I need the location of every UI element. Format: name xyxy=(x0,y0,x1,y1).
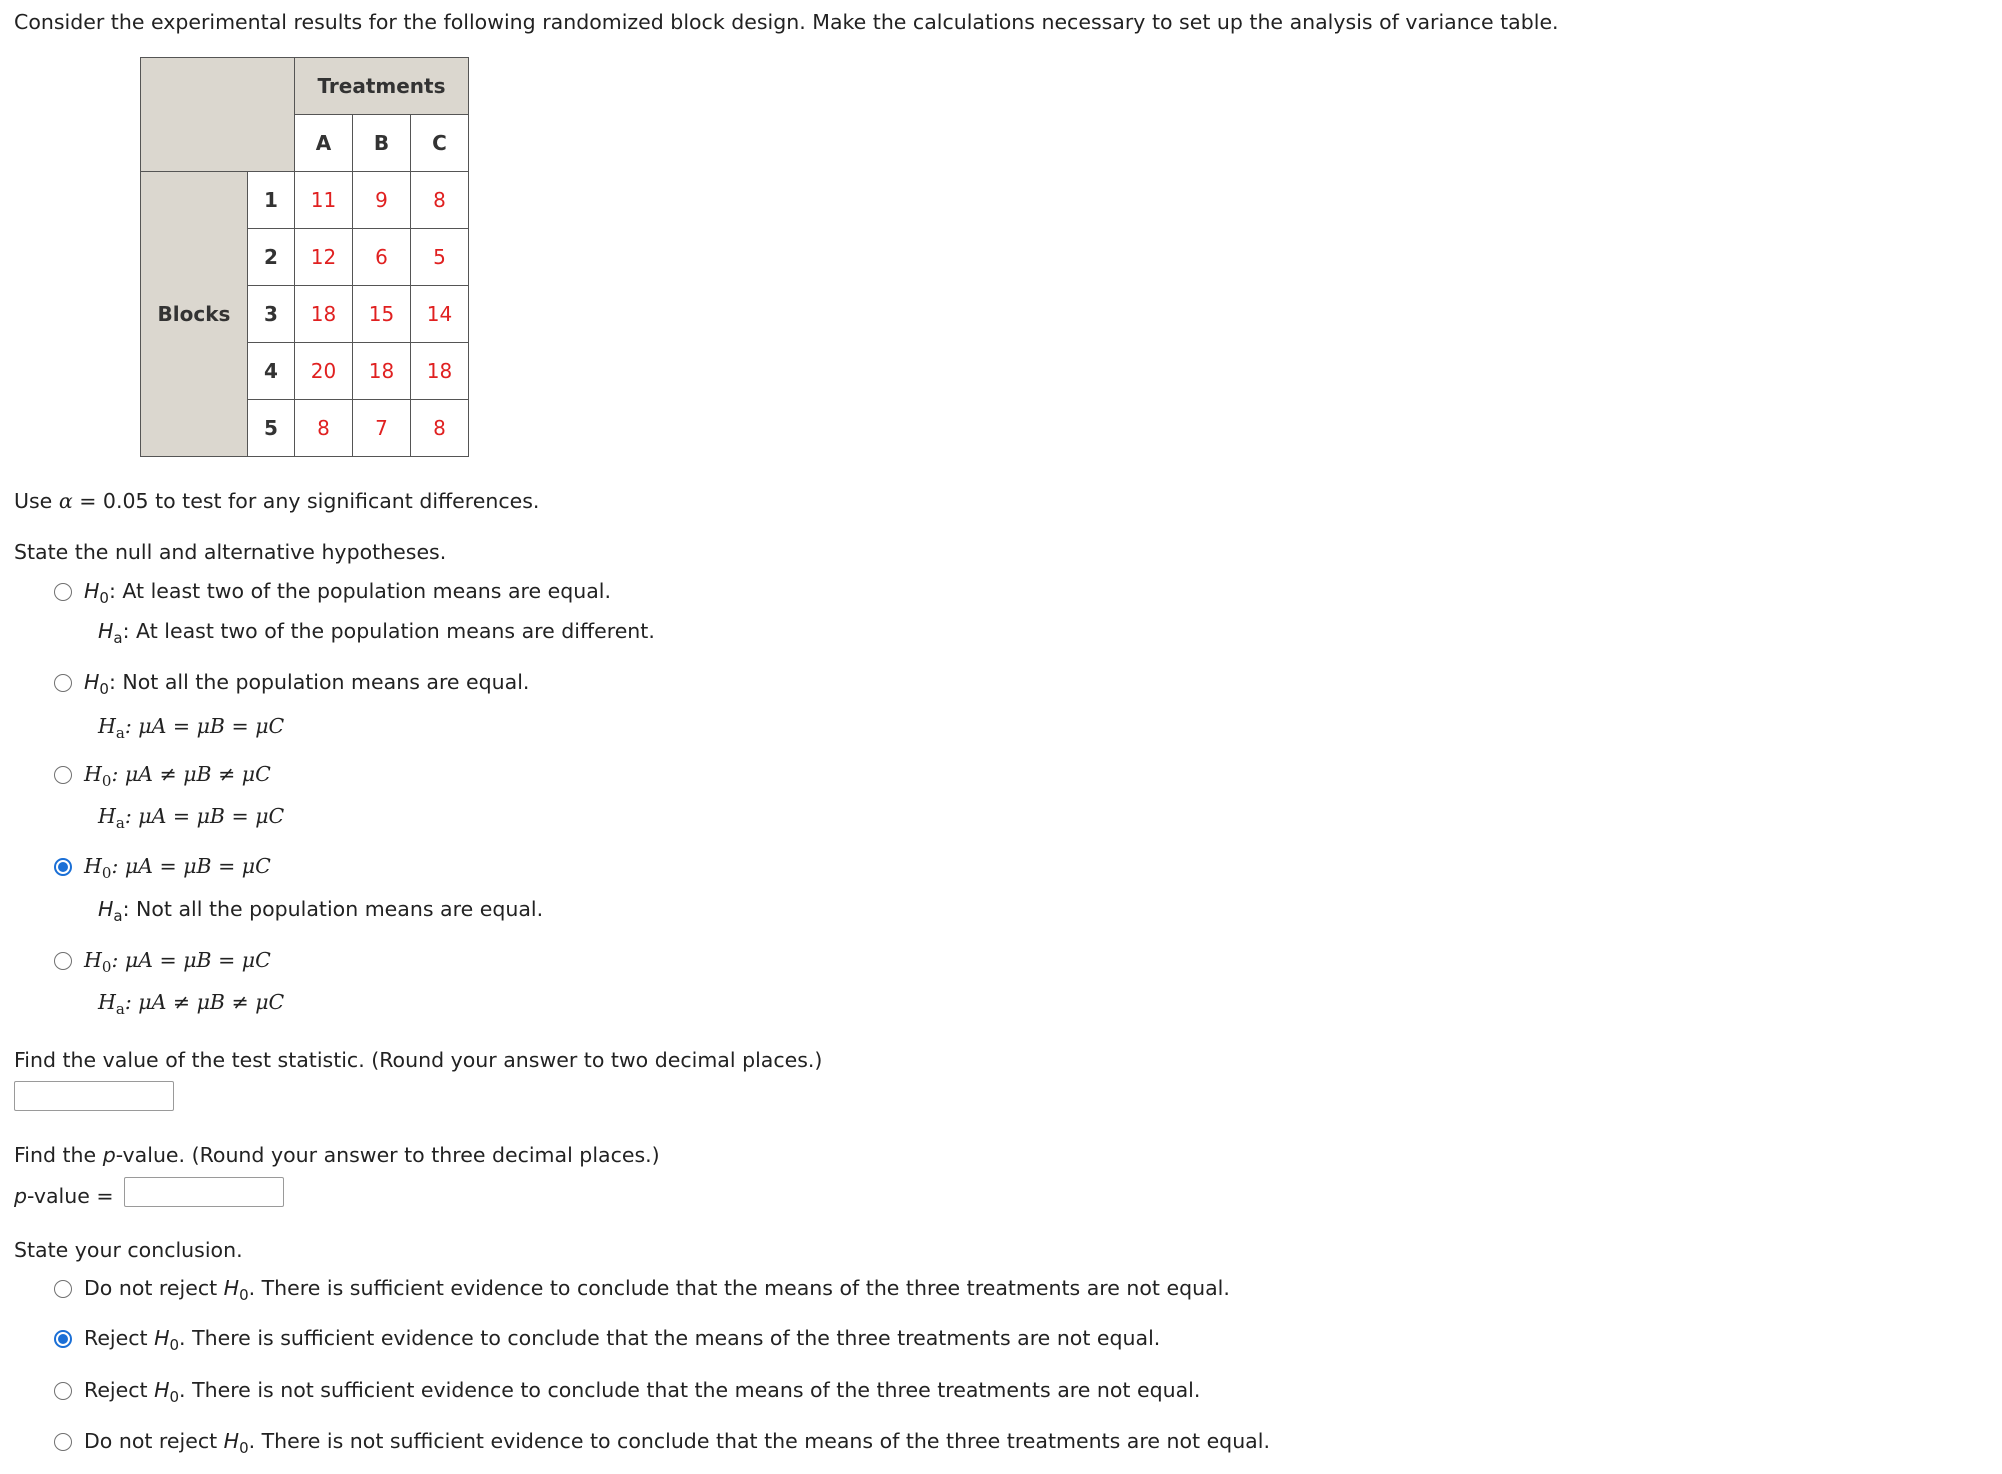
block-label: 1 xyxy=(248,172,295,229)
block-label: 5 xyxy=(248,400,295,457)
radio-button[interactable] xyxy=(54,1433,72,1451)
table-row xyxy=(141,172,469,229)
table-corner xyxy=(141,58,295,172)
question-intro: Consider the experimental results for the following randomized block design. Make the calculations necessary to set up the analysis of variance table. xyxy=(14,10,1559,34)
radio-button[interactable] xyxy=(54,674,72,692)
table-cell: 8 xyxy=(295,400,353,457)
table-cell: 8 xyxy=(411,400,469,457)
alpha-symbol: α xyxy=(58,489,73,513)
p-value-prompt: Find the p-value. (Round your answer to three decimal places.) xyxy=(14,1143,660,1167)
hypotheses-prompt: State the null and alternative hypotheses. xyxy=(14,540,447,564)
data-table xyxy=(140,57,469,457)
radio-button[interactable] xyxy=(54,952,72,970)
table-cell: 9 xyxy=(353,172,411,229)
table-cell: 12 xyxy=(295,229,353,286)
table-cell: 6 xyxy=(353,229,411,286)
p-value-input[interactable] xyxy=(124,1177,284,1207)
test-statistic-prompt: Find the value of the test statistic. (Round your answer to two decimal places.) xyxy=(14,1048,823,1072)
radio-button[interactable] xyxy=(54,1382,72,1400)
table-cell: 15 xyxy=(353,286,411,343)
alpha-statement: Use α = 0.05 to test for any significant differences. xyxy=(14,489,540,513)
table-cell: 7 xyxy=(353,400,411,457)
hypothesis-option-5-ha: $H_a$: μA ≠ μB ≠ μC xyxy=(98,990,285,1018)
table-cell: 14 xyxy=(411,286,469,343)
table-cell: 5 xyxy=(411,229,469,286)
radio-button[interactable] xyxy=(54,766,72,784)
hypothesis-option-3-ha: $H_a$: μA = μB = μC xyxy=(98,804,285,832)
hypothesis-option-2-ha: $H_a$: μA = μB = μC xyxy=(98,714,285,742)
block-label: 2 xyxy=(248,229,295,286)
block-label: 3 xyxy=(248,286,295,343)
radio-button-selected[interactable] xyxy=(54,858,72,876)
p-value-label: p-value = xyxy=(14,1184,114,1208)
blocks-header: Blocks xyxy=(141,172,248,457)
hypothesis-option-1-ha: $H_a$: At least two of the population means are different. xyxy=(98,619,655,647)
table-cell: 20 xyxy=(295,343,353,400)
test-statistic-input[interactable] xyxy=(14,1081,174,1111)
treatment-header-b: B xyxy=(353,115,411,172)
block-label: 4 xyxy=(248,343,295,400)
table-cell: 8 xyxy=(411,172,469,229)
table-cell: 18 xyxy=(353,343,411,400)
table-cell: 18 xyxy=(411,343,469,400)
treatment-header-c: C xyxy=(411,115,469,172)
table-cell: 11 xyxy=(295,172,353,229)
conclusion-prompt: State your conclusion. xyxy=(14,1238,243,1262)
table-cell: 18 xyxy=(295,286,353,343)
treatments-header: Treatments xyxy=(295,58,469,115)
treatment-header-a: A xyxy=(295,115,353,172)
hypothesis-option-4-ha: $H_a$: Not all the population means are equal. xyxy=(98,897,544,925)
radio-button-selected[interactable] xyxy=(54,1330,72,1348)
radio-button[interactable] xyxy=(54,1280,72,1298)
radio-button[interactable] xyxy=(54,583,72,601)
